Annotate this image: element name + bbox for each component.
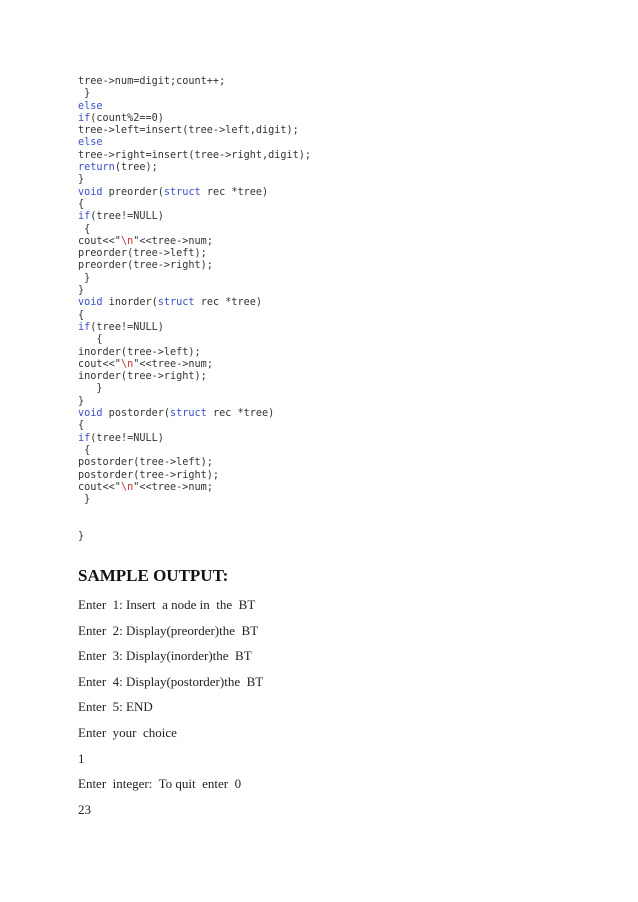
code-line [78, 457, 311, 469]
code-line [78, 224, 311, 236]
code-keyword: else [78, 137, 103, 149]
code-line [78, 506, 311, 531]
code-escape: \n [120, 235, 134, 247]
code-text: } [78, 383, 103, 395]
code-line [78, 433, 311, 445]
code-text: rec *tree) [194, 297, 263, 309]
code-text: } [78, 88, 91, 100]
code-text: preorder(tree->right); [78, 260, 213, 272]
code-line [78, 482, 311, 494]
code-text: } [78, 285, 85, 297]
code-line [78, 359, 311, 371]
code-line [78, 88, 311, 100]
code-text: "<<tree->num; [133, 358, 213, 370]
code-keyword: if [78, 432, 91, 444]
code-line [78, 273, 311, 285]
code-line [78, 322, 311, 334]
code-line [78, 285, 311, 297]
code-escape: \n [120, 358, 134, 370]
code-text: { [78, 420, 85, 432]
code-line [78, 76, 311, 88]
code-text: } [78, 174, 85, 186]
code-line [78, 187, 311, 199]
code-line [78, 101, 311, 113]
output-line: Enter 4: Display(postorder)the BT [78, 673, 264, 689]
output-line: Enter 1: Insert a node in the BT [78, 597, 256, 612]
code-line [78, 137, 311, 149]
code-line [78, 236, 311, 248]
code-line [78, 150, 311, 162]
code-line [78, 310, 311, 322]
code-text: { [78, 223, 91, 235]
code-keyword: if [78, 112, 91, 124]
code-text: inorder(tree->right); [78, 371, 207, 383]
code-text: } [78, 272, 91, 284]
code-line [78, 125, 311, 137]
output-line: 23 [78, 801, 91, 817]
code-text: "<<tree->num; [133, 481, 213, 493]
code-text: { [78, 309, 85, 321]
output-line: Enter 5: END [78, 699, 153, 715]
code-text: } [78, 494, 91, 506]
code-line [78, 470, 311, 482]
code-text: preorder(tree->left); [78, 248, 207, 260]
code-keyword: void [78, 186, 103, 198]
output-line: Enter 2: Display(preorder)the BT [78, 622, 259, 638]
code-keyword: struct [157, 297, 195, 309]
code-text: cout<<" [78, 235, 121, 247]
code-text: { [78, 444, 91, 456]
code-line [78, 248, 311, 260]
code-line [78, 162, 311, 174]
code-line [78, 199, 311, 211]
code-line [78, 408, 311, 420]
code-line [78, 383, 311, 395]
code-line [78, 211, 311, 223]
code-text: postorder(tree->left); [78, 457, 213, 469]
code-text: (tree!=NULL) [90, 321, 164, 333]
code-line [78, 396, 311, 408]
code-text: (tree!=NULL) [90, 432, 164, 444]
code-text: postorder( [102, 408, 171, 420]
code-line [78, 371, 311, 383]
code-text: "<<tree->num; [133, 235, 213, 247]
output-line: 1 [78, 750, 85, 766]
code-text: tree->right=insert(tree->right,digit); [78, 149, 312, 161]
code-text: rec *tree) [206, 408, 275, 420]
sample-output-heading: SAMPLE OUTPUT: [78, 566, 229, 585]
code-text: (tree); [114, 162, 158, 174]
code-line [78, 334, 311, 346]
code-line [78, 297, 311, 309]
code-keyword: if [78, 321, 91, 333]
code-line [78, 445, 311, 457]
code-text: tree->left=insert(tree->left,digit); [78, 125, 299, 137]
code-text: { [78, 334, 103, 346]
code-line [78, 113, 311, 125]
code-keyword: return [78, 162, 115, 174]
output-line: Enter integer: To quit enter 0 [78, 776, 242, 792]
code-listing [78, 76, 311, 543]
code-keyword: struct [163, 186, 201, 198]
code-text: } [78, 395, 85, 407]
code-text: inorder( [102, 297, 158, 309]
code-escape: \n [120, 481, 134, 493]
code-text: inorder(tree->left); [78, 346, 201, 358]
code-line [78, 174, 311, 186]
code-line [78, 531, 311, 543]
code-line [78, 420, 311, 432]
code-keyword: void [78, 297, 103, 309]
code-line [78, 347, 311, 359]
code-keyword: else [78, 100, 103, 112]
code-text: } [78, 530, 85, 542]
code-text: rec *tree) [200, 186, 269, 198]
code-line [78, 260, 311, 272]
code-keyword: struct [170, 408, 207, 420]
code-text: tree->num=digit;count++; [78, 76, 226, 87]
code-keyword: if [78, 211, 91, 223]
code-text: preorder( [102, 186, 164, 198]
code-text: cout<<" [78, 481, 121, 493]
code-text: cout<<" [78, 358, 121, 370]
output-line: Enter your choice [78, 724, 177, 740]
sample-output-text [78, 597, 263, 827]
code-text: postorder(tree->right); [78, 469, 220, 481]
code-text: (count%2==0) [90, 112, 164, 124]
code-text: { [78, 198, 85, 210]
output-line: Enter 3: Display(inorder)the BT [78, 648, 252, 664]
code-text: (tree!=NULL) [90, 211, 164, 223]
code-line [78, 494, 311, 506]
code-keyword: void [78, 408, 103, 420]
